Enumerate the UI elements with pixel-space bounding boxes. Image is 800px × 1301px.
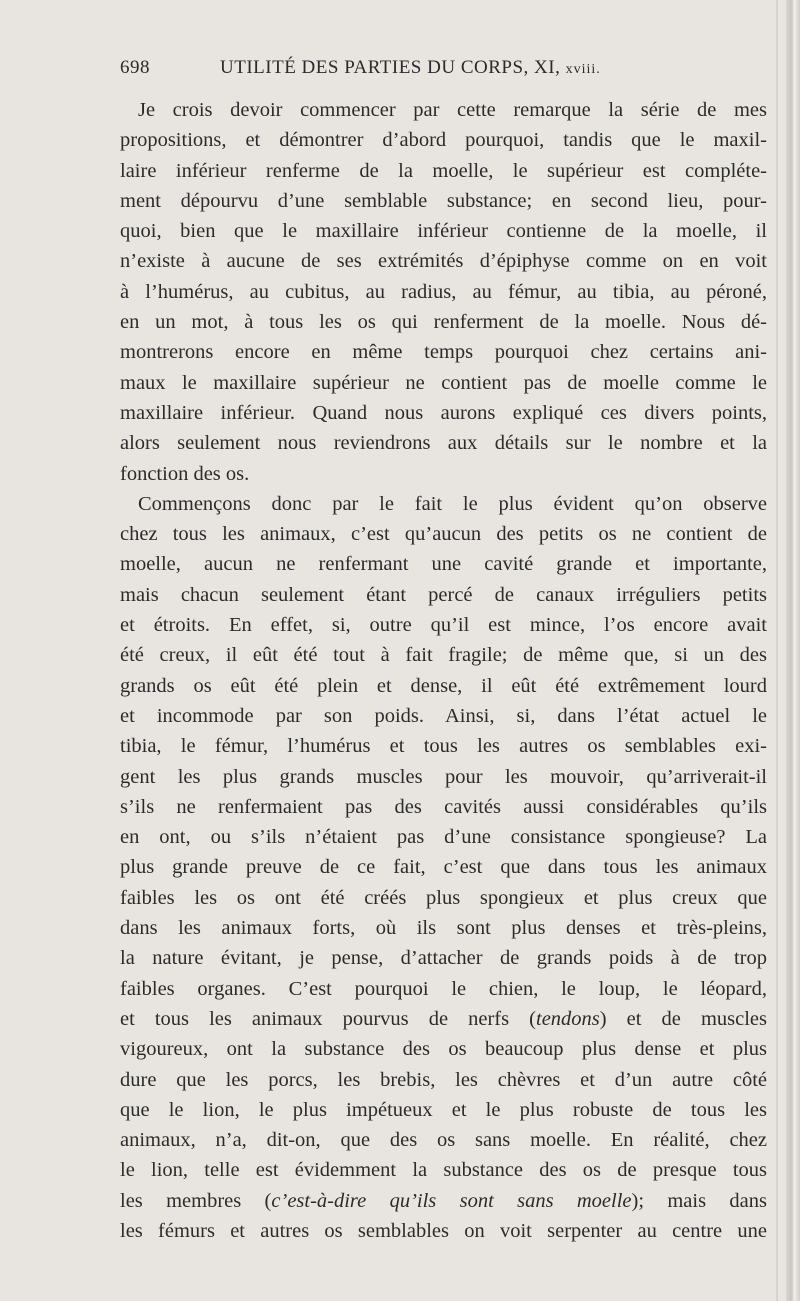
text-line: Commençons donc par le fait le plus évident qu’on observe [138,492,767,515]
text-line: quoi, bien que le maxillaire inférieur contienne de la moelle, il [120,220,767,243]
text-line: alors seulement nous reviendrons aux détails sur le nombre et la [120,432,767,455]
text-line: propositions, et démontrer d’abord pourquoi, tandis que le maxil- [120,129,767,152]
text-line: maux le maxillaire supérieur ne contient pas de moelle comme le [120,371,767,394]
text-line: fonction des os. [120,462,250,485]
text-segment: et tous les animaux pourvus de nerfs ( [120,1007,536,1030]
text-line: tibia, le fémur, l’humérus et tous les autres os semblables exi- [120,735,767,758]
text-line: été creux, il eût été tout à fait fragile; de même que, si un des [120,644,767,667]
text-line: plus grande preuve de ce fait, c’est que dans tous les animaux [120,856,767,879]
italic-gloss: c’est-à-dire qu’ils sont sans moelle [271,1189,632,1212]
text-line: grands os eût été plein et dense, il eût été extrêmement lourd [120,674,767,697]
text-line: montrerons encore en même temps pourquoi chez certains ani- [120,341,767,364]
text-line: et étroits. En effet, si, outre qu’il est mince, l’os encore avait [120,614,767,637]
page-binding-edge [786,0,800,1301]
text-line: moelle, aucun ne renfermant une cavité grande et importante, [120,553,767,576]
page-edge-line [776,0,778,1301]
text-line: le lion, telle est évidemment la substance des os de presque tous [120,1159,767,1182]
text-line: vigoureux, ont la substance des os beaucoup plus dense et plus [120,1038,767,1061]
running-head-chapter: xviii. [565,62,601,77]
text-line-tendons [120,1004,767,1034]
text-line: et incommode par son poids. Ainsi, si, dans l’état actuel le [120,704,767,727]
body-text [120,95,767,1246]
text-line: faibles organes. C’est pourquoi le chien, le loup, le léopard, [120,977,767,1000]
text-line: Je crois devoir commencer par cette remarque la série de mes [138,99,767,121]
text-line: la nature évitant, je pense, d’attacher de grands poids à de trop [120,947,767,970]
text-segment: ); mais dans [631,1189,767,1212]
text-line: s’ils ne renfermaient pas des cavités aussi considérables qu’ils [120,795,767,818]
paragraph-2 [120,489,767,1246]
text-line: en un mot, à tous les os qui renferment de la moelle. Nous dé- [120,311,767,334]
text-segment: ) et de muscles [599,1007,767,1030]
text-line: animaux, n’a, dit-on, que des os sans moelle. En réalité, chez [120,1129,767,1152]
text-line: faibles les os ont été créés plus spongieux et plus creux que [120,886,767,909]
text-line: gent les plus grands muscles pour les mouvoir, qu’arriverait-il [120,765,767,788]
page-header [120,57,720,87]
text-line: chez tous les animaux, c’est qu’aucun des petits os ne contient de [120,523,767,546]
text-line: que le lion, le plus impétueux et le plus robuste de tous les [120,1098,767,1121]
running-head-title: UTILITÉ DES PARTIES DU CORPS, XI, [220,57,561,78]
text-line: les fémurs et autres os semblables on voit serpenter au centre une [120,1219,767,1242]
italic-term-tendons: tendons [536,1007,600,1030]
running-head [220,57,601,79]
text-line-cest [120,1186,767,1216]
text-line: laire inférieur renferme de la moelle, le supérieur est compléte- [120,159,767,182]
paragraph-1 [120,95,767,489]
text-line: en ont, ou s’ils n’étaient pas d’une consistance spongieuse? La [120,826,767,849]
text-segment: les membres ( [120,1189,272,1212]
text-line: mais chacun seulement étant percé de canaux irréguliers petits [120,583,767,606]
text-line: n’existe à aucune de ses extrémités d’épiphyse comme on en voit [120,250,767,273]
text-line: dure que les porcs, les brebis, les chèvres et d’un autre côté [120,1068,767,1091]
text-line: dans les animaux forts, où ils sont plus denses et très-pleins, [120,917,767,940]
text-line: ment dépourvu d’une semblable substance; en second lieu, pour- [120,189,767,212]
text-line: à l’humérus, au cubitus, au radius, au fémur, au tibia, au péroné, [120,280,767,303]
text-line: maxillaire inférieur. Quand nous aurons expliqué ces divers points, [120,401,767,424]
page-number: 698 [120,57,150,78]
